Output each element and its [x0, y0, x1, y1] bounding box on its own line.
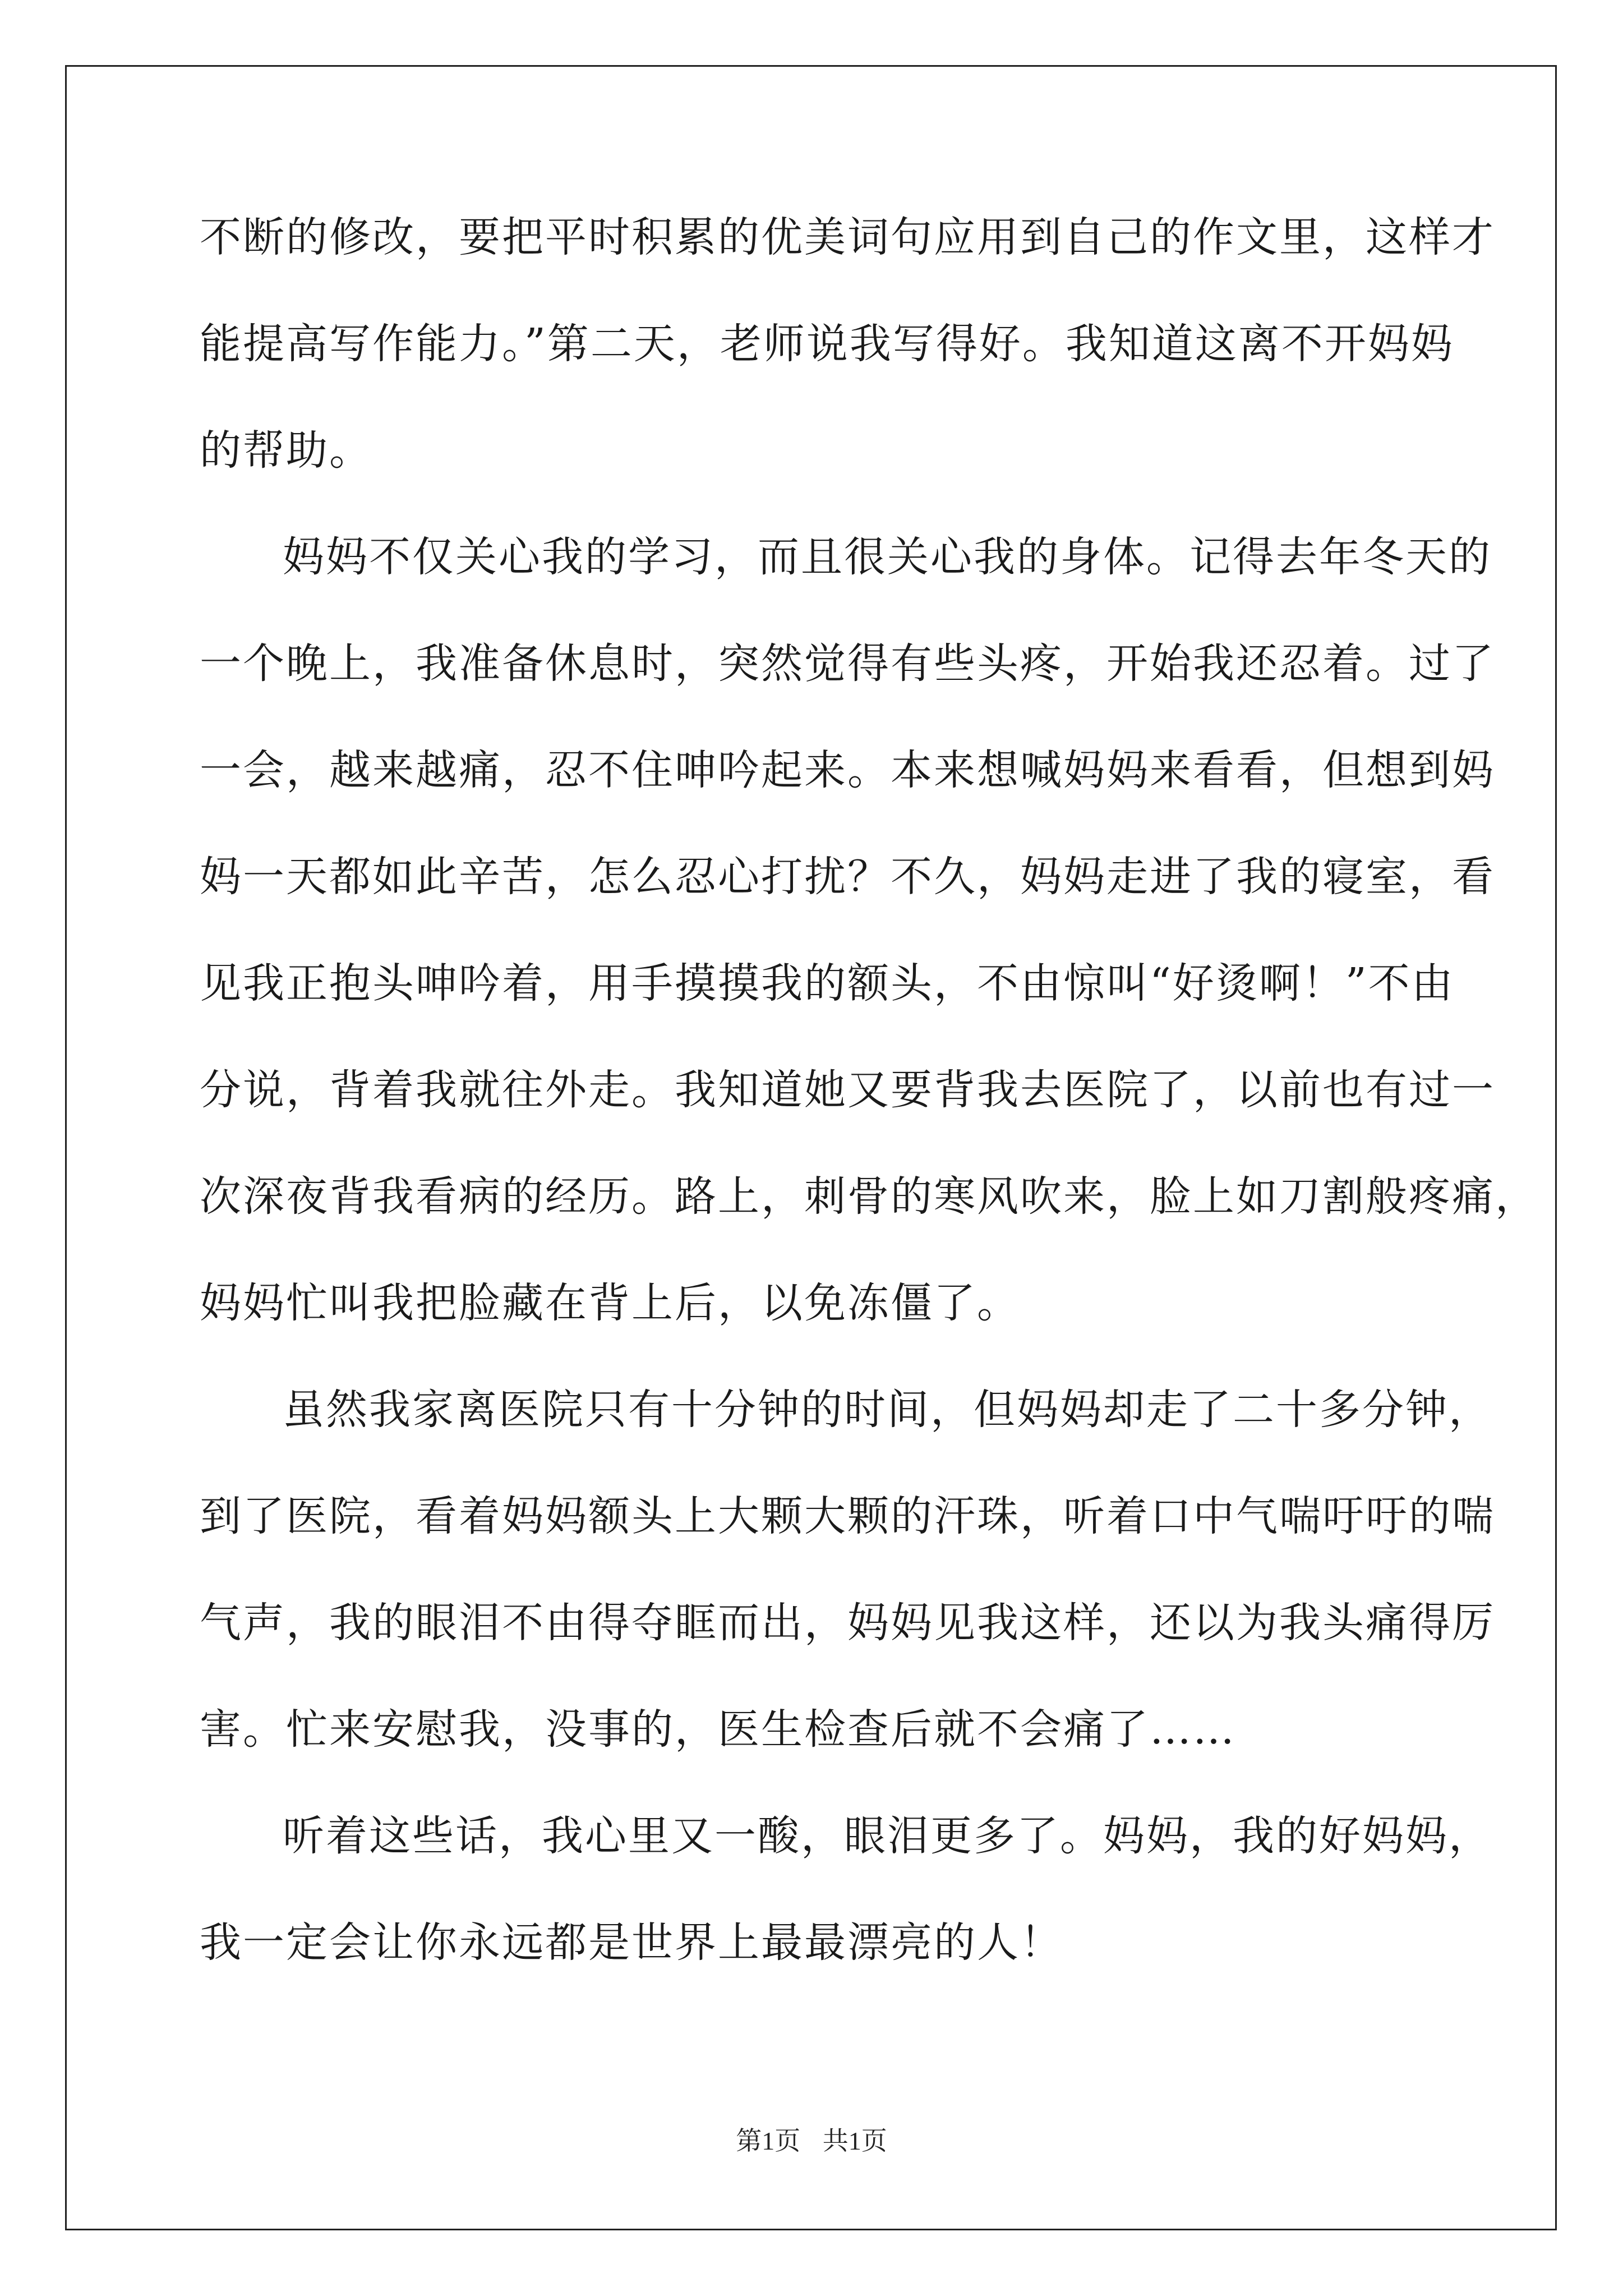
- document-body: [200, 206, 1538, 2018]
- text-line: 次深夜背我看病的经历。路上，刺骨的寒风吹来，脸上如刀割般疼痛，: [200, 1172, 1538, 1221]
- page-number: 第1页: [736, 2127, 801, 2155]
- text-line: 气声，我的眼泪不由得夺眶而出，妈妈见我这样，还以为我头痛得厉: [200, 1599, 1495, 1647]
- text-line: 妈妈忙叫我把脸藏在背上后，以免冻僵了。: [200, 1279, 1020, 1327]
- text-line: 能提高写作能力。”第二天，老师说我写得好。我知道这离不开妈妈: [200, 320, 1454, 368]
- text-line: 一个晚上，我准备休息时，突然觉得有些头疼，开始我还忍着。过了: [200, 639, 1495, 688]
- text-line: 妈妈不仅关心我的学习，而且很关心我的身体。记得去年冬天的: [283, 533, 1492, 581]
- page-footer: [0, 2120, 1623, 2157]
- paragraph: [200, 206, 1495, 526]
- text-line: 听着这些话，我心里又一酸，眼泪更多了。妈妈，我的好妈妈，: [283, 1812, 1492, 1860]
- text-line: 害。忙来安慰我，没事的，医生检查后就不会痛了……: [200, 1705, 1236, 1754]
- text-line: 到了医院，看着妈妈额头上大颗大颗的汗珠，听着口中气喘吁吁的喘: [200, 1492, 1495, 1540]
- text-line: 妈一天都如此辛苦，怎么忍心打扰？不久，妈妈走进了我的寝室，看: [200, 853, 1495, 901]
- text-line: 见我正抱头呻吟着，用手摸摸我的额头，不由惊叫“好烫啊！”不由: [200, 959, 1455, 1007]
- paragraph: [200, 526, 1538, 1379]
- paragraph: [200, 1379, 1495, 1805]
- page-total: 共1页: [822, 2127, 887, 2155]
- text-line: 我一定会让你永远都是世界上最最漂亮的人！: [200, 1918, 1063, 1967]
- text-line: 虽然我家离医院只有十分钟的时间，但妈妈却走了二十多分钟，: [283, 1386, 1492, 1434]
- text-line: 一会，越来越痛，忍不住呻吟起来。本来想喊妈妈来看看，但想到妈: [200, 746, 1495, 794]
- paragraph: [200, 1805, 1492, 2018]
- text-line: 的帮助。: [200, 426, 372, 475]
- text-line: 分说，背着我就往外走。我知道她又要背我去医院了，以前也有过一: [200, 1066, 1495, 1114]
- text-line: 不断的修改，要把平时积累的优美词句应用到自己的作文里，这样才: [200, 213, 1495, 261]
